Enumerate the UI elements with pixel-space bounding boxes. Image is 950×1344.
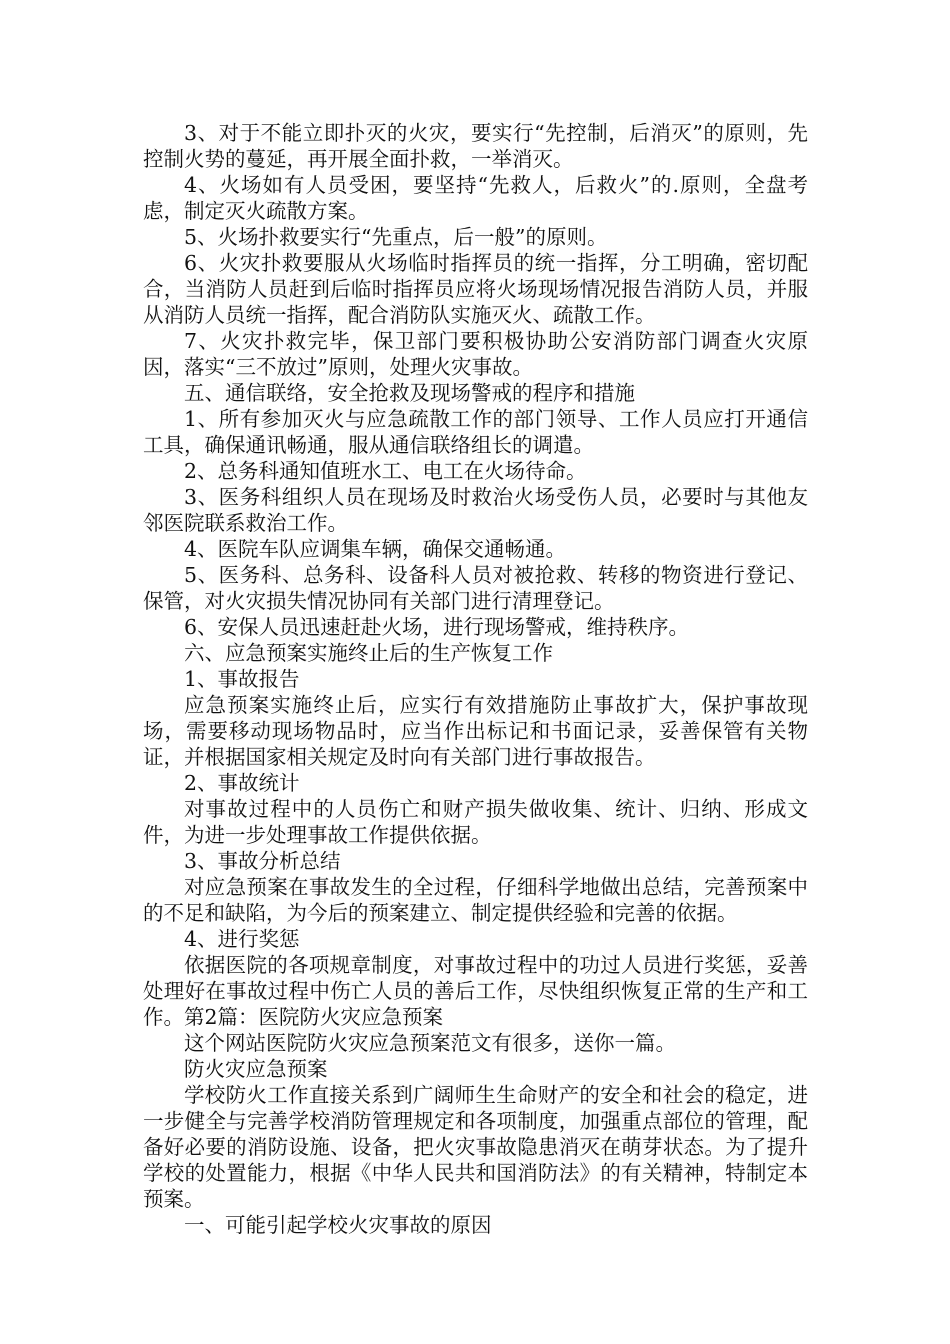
paragraph: 3、医务科组织人员在现场及时救治火场受伤人员，必要时与其他友邻医院联系救治工作。: [143, 485, 808, 535]
paragraph: 6、安保人员迅速赶赴火场，进行现场警戒，维持秩序。: [184, 615, 690, 639]
section-heading: 一、可能引起学校火灾事故的原因: [184, 1213, 492, 1237]
paragraph: 4、火场如有人员受困，要坚持“先救人，后救火”的.原则，全盘考虑，制定灭火疏散方案。: [143, 173, 808, 223]
paragraph: 对应急预案在事故发生的全过程，仔细科学地做出总结，完善预案中的不足和缺陷，为今后的预案建立、制定提供经验和完善的依据。: [143, 875, 808, 925]
paragraph: 4、医院车队应调集车辆，确保交通畅通。: [184, 537, 567, 561]
paragraph: 5、医务科、总务科、设备科人员对被抢救、转移的物资进行登记、保管，对火灾损失情况协同有关部门进行清理登记。: [143, 563, 808, 613]
section-heading: 五、通信联络，安全抢救及现场警戒的程序和措施: [184, 381, 635, 405]
section-heading: 六、应急预案实施终止后的生产恢复工作: [184, 641, 553, 665]
subsection-heading: 1、事故报告: [184, 667, 300, 691]
subsection-heading: 4、进行奖惩: [184, 927, 300, 951]
document-title: 防火灾应急预案: [184, 1057, 328, 1081]
paragraph: 7、火灾扑救完毕，保卫部门要积极协助公安消防部门调查火灾原因，落实“三不放过”原则，处理火灾事故。: [143, 329, 808, 379]
paragraph: 2、总务科通知值班水工、电工在火场待命。: [184, 459, 587, 483]
paragraph: 6、火灾扑救要服从火场临时指挥员的统一指挥，分工明确，密切配合，当消防人员赶到后临时指挥员应将火场现场情况报告消防人员，并服从消防人员统一指挥，配合消防队实施灭火、疏散工作。: [143, 251, 808, 327]
paragraph: 1、所有参加灭火与应急疏散工作的部门领导、工作人员应打开通信工具，确保通讯畅通，服从通信联络组长的调遣。: [143, 407, 808, 457]
paragraph: 学校防火工作直接关系到广阔师生生命财产的安全和社会的稳定，进一步健全与完善学校消防管理规定和各项制度，加强重点部位的管理，配备好必要的消防设施、设备，把火灾事故隐患消灭在萌芽状态。为了提升学校的处置能力，根据《中华人民共和国消防法》的有关精神，特制定本预案。: [143, 1083, 808, 1211]
paragraph: 3、对于不能立即扑灭的火灾，要实行“先控制，后消灭”的原则，先控制火势的蔓延，再开展全面扑救，一举消灭。: [143, 121, 808, 171]
paragraph: 这个网站医院防火灾应急预案范文有很多，送你一篇。: [184, 1031, 676, 1055]
paragraph: 5、火场扑救要实行“先重点，后一般”的原则。: [184, 225, 608, 249]
paragraph: 应急预案实施终止后，应实行有效措施防止事故扩大，保护事故现场，需要移动现场物品时，应当作出标记和书面记录，妥善保管有关物证，并根据国家相关规定及时向有关部门进行事故报告。: [143, 693, 808, 769]
paragraph: 依据医院的各项规章制度，对事故过程中的功过人员进行奖惩，妥善处理好在事故过程中伤亡人员的善后工作，尽快组织恢复正常的生产和工作。第2篇：医院防火灾应急预案: [143, 953, 808, 1029]
paragraph: 对事故过程中的人员伤亡和财产损失做收集、统计、归纳、形成文件，为进一步处理事故工作提供依据。: [143, 797, 808, 847]
document-page: [143, 120, 808, 1238]
subsection-heading: 2、事故统计: [184, 771, 300, 795]
subsection-heading: 3、事故分析总结: [184, 849, 341, 873]
